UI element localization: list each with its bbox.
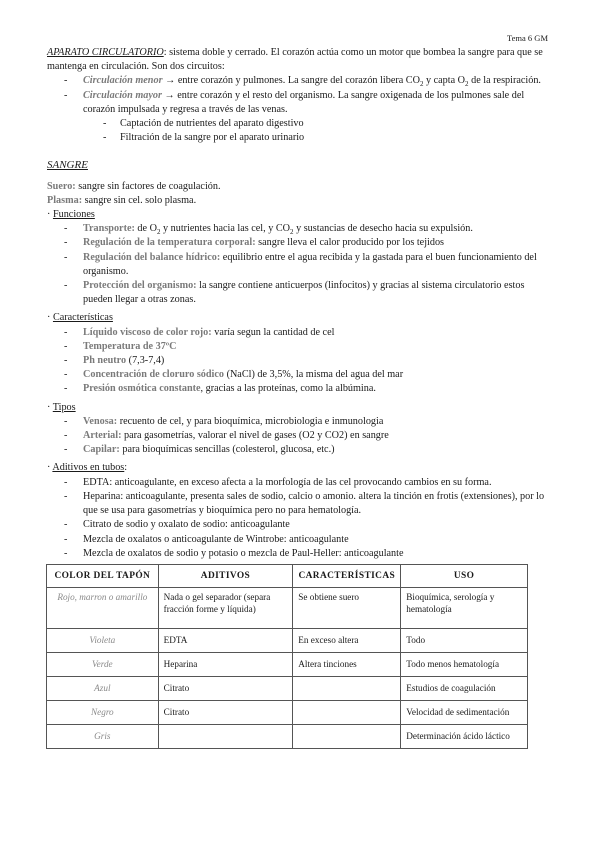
- table-row: [47, 676, 528, 700]
- list-item: - EDTA: anticoagulante, en exceso afecta a la morfología de las cel provocando cambios en su forma.: [47, 476, 552, 490]
- list-item: [47, 429, 552, 443]
- term: Capilar:: [83, 444, 120, 456]
- tipos-list: [47, 415, 552, 458]
- suero-line: [47, 180, 552, 194]
- list-item: [47, 326, 552, 340]
- text: recuento de cel, y para bioquímica, microbiologia e inmunologia: [117, 415, 384, 427]
- column-header: COLOR DEL TAPÓN: [47, 564, 159, 587]
- subscript: 2: [465, 80, 469, 89]
- heading-text: Aditivos en tubos: [52, 462, 125, 474]
- table-cell: [293, 676, 401, 700]
- text: sangre sin factores de coagulación.: [75, 180, 221, 192]
- term: Ph neutro: [83, 355, 127, 367]
- list-item: - Filtración de la sangre por el aparato urinario: [47, 131, 552, 145]
- table-cell: EDTA: [158, 628, 293, 652]
- column-header: CARACTERÍSTICAS: [293, 564, 401, 587]
- table-cell: [158, 724, 293, 748]
- term: Suero:: [47, 180, 76, 192]
- table-cell: Gris: [47, 724, 159, 748]
- text: → entre corazón y pulmones. La sangre del corazón libera CO: [162, 75, 420, 87]
- funciones-list: [47, 222, 552, 307]
- caracteristicas-heading: · Características: [47, 312, 113, 324]
- table-header-row: [47, 564, 528, 587]
- table-row: [47, 587, 528, 628]
- text: y sustancias de desecho hacia su expulsión.: [293, 223, 473, 235]
- list-item: - Captación de nutrientes del aparato digestivo: [47, 117, 552, 131]
- aparato-sublist: [47, 117, 552, 145]
- subscript: 2: [156, 228, 161, 237]
- table-cell: Negro: [47, 700, 159, 724]
- list-item: - Mezcla de oxalatos o anticoagulante de Wintrobe: anticoagulante: [47, 533, 552, 547]
- term: Transporte:: [83, 223, 135, 235]
- term: Temperatura de 37ºC: [83, 340, 177, 352]
- table-cell: [293, 724, 401, 748]
- aditivos-heading: · Aditivos en tubos:: [47, 462, 128, 474]
- term: Plasma:: [47, 194, 83, 206]
- term: Presión osmótica constante: [83, 383, 201, 395]
- table-cell: Heparina: [158, 652, 293, 676]
- heading-text: Tipos: [52, 401, 76, 413]
- table-cell: Se obtiene suero: [293, 587, 401, 628]
- table-cell: En exceso altera: [293, 628, 401, 652]
- plasma-line: [47, 194, 552, 208]
- text: la sangre contiene anticuerpos (linfocitos) y gracias al sistema circulatorio estos pueden llegar a otras zonas.: [83, 280, 525, 306]
- text: (7,3-7,4): [126, 355, 165, 367]
- list-item: [47, 74, 552, 88]
- table-row: [47, 700, 528, 724]
- sangre-heading-wrap: [47, 158, 552, 173]
- aparato-list: [47, 74, 552, 117]
- text: y capta O: [423, 75, 466, 87]
- column-header: USO: [401, 564, 528, 587]
- list-item: [47, 236, 552, 250]
- text: de O: [134, 223, 157, 235]
- table-row: [47, 628, 528, 652]
- list-item: [47, 443, 552, 457]
- tipos-heading: · Tipos: [47, 401, 76, 413]
- caracteristicas-list: [47, 326, 552, 397]
- table-cell: Estudios de coagulación: [401, 676, 528, 700]
- sangre-title: SANGRE: [47, 159, 88, 172]
- text: de la respiración.: [468, 75, 541, 87]
- text: para gasometrías, valorar el nivel de gases (O2 y CO2) en sangre: [121, 430, 389, 442]
- table-cell: Determinación ácido láctico: [401, 724, 528, 748]
- table-cell: Violeta: [47, 628, 159, 652]
- list-item: [47, 340, 552, 354]
- text: sangre sin cel. solo plasma.: [82, 194, 197, 206]
- term: Arterial:: [83, 430, 122, 442]
- text: (NaCl) de 3,5%, la misma del agua del mar: [224, 369, 404, 381]
- list-item: - Mezcla de oxalatos de sodio y potasio o mezcla de Paul-Heller: anticoagulante: [47, 547, 552, 561]
- text: , gracias a las proteínas, como la albúmina.: [200, 383, 376, 395]
- list-item: - Heparina: anticoagulante, presenta sales de sodio, calcio o amonio. altera la tinción en frotis (extensiones), por lo que se usa para gasometrías y bioquímica pero no para hematología.: [47, 490, 552, 518]
- list-item: - Citrato de sodio y oxalato de sodio: anticoagulante: [47, 518, 552, 532]
- table-cell: Velocidad de sedimentación: [401, 700, 528, 724]
- column-header: ADITIVOS: [158, 564, 293, 587]
- table-row: [47, 652, 528, 676]
- table-cell: Azul: [47, 676, 159, 700]
- text: sangre lleva el calor producido por los tejidos: [255, 237, 445, 249]
- text: → entre corazón y el resto del organismo. La sangre oxigenada de los pulmones sale del corazón impulsada y regresa a través de las venas.: [83, 89, 525, 115]
- term: Regulación de la temperatura corporal:: [83, 237, 256, 249]
- list-item: [47, 382, 552, 396]
- list-item: [47, 222, 552, 236]
- term: Circulación mayor: [83, 89, 162, 101]
- term: Protección del organismo:: [83, 280, 197, 292]
- term: Venosa:: [83, 415, 118, 427]
- text: varía segun la cantidad de cel: [211, 326, 335, 338]
- list-item: [47, 279, 552, 307]
- aparato-intro: [47, 46, 552, 74]
- table-cell: Todo menos hematología: [401, 652, 528, 676]
- list-item: [47, 415, 552, 429]
- list-item: [47, 368, 552, 382]
- term: Concentración de cloruro sódico: [83, 369, 225, 381]
- page-header-tag: Tema 6 GM: [507, 33, 548, 43]
- aditivos-list: [47, 476, 552, 561]
- table-cell: Nada o gel separador (separa fracción forme y líquida): [158, 587, 293, 628]
- list-item: [47, 89, 552, 117]
- table-row: [47, 724, 528, 748]
- table-cell: [293, 700, 401, 724]
- table-cell: Rojo, marron o amarillo: [47, 587, 159, 628]
- term: Circulación menor: [83, 75, 163, 87]
- table-cell: Altera tinciones: [293, 652, 401, 676]
- term: Líquido viscoso de color rojo:: [83, 326, 212, 338]
- heading-suffix: :: [124, 462, 128, 474]
- text: equilibrio entre el agua recibida y la gastada para el buen funcionamiento del organismo.: [83, 251, 537, 277]
- tube-additives-table: [46, 564, 528, 749]
- list-item: [47, 251, 552, 279]
- table-cell: Bioquímica, serología y hematología: [401, 587, 528, 628]
- heading-text: Características: [52, 312, 113, 324]
- table-cell: Todo: [401, 628, 528, 652]
- subscript: 2: [419, 80, 424, 89]
- term: Regulación del balance hídrico:: [83, 251, 221, 263]
- text: para bioquímicas sencillas (colesterol, glucosa, etc.): [119, 444, 335, 456]
- document-body: [47, 46, 552, 749]
- table-cell: Citrato: [158, 700, 293, 724]
- text: y nutrientes hacia las cel, y CO: [160, 223, 291, 235]
- aparato-intro-text: : sistema doble y cerrado. El corazón actúa como un motor que bombea la sangre para que se mantenga en circulación. Son dos circuitos:: [47, 47, 543, 73]
- list-item: [47, 354, 552, 368]
- aparato-title: APARATO CIRCULATORIO: [47, 47, 164, 58]
- table-cell: Citrato: [158, 676, 293, 700]
- funciones-heading: · Funciones: [47, 209, 95, 221]
- heading-text: Funciones: [52, 209, 95, 221]
- subscript: 2: [290, 228, 294, 237]
- table-cell: Verde: [47, 652, 159, 676]
